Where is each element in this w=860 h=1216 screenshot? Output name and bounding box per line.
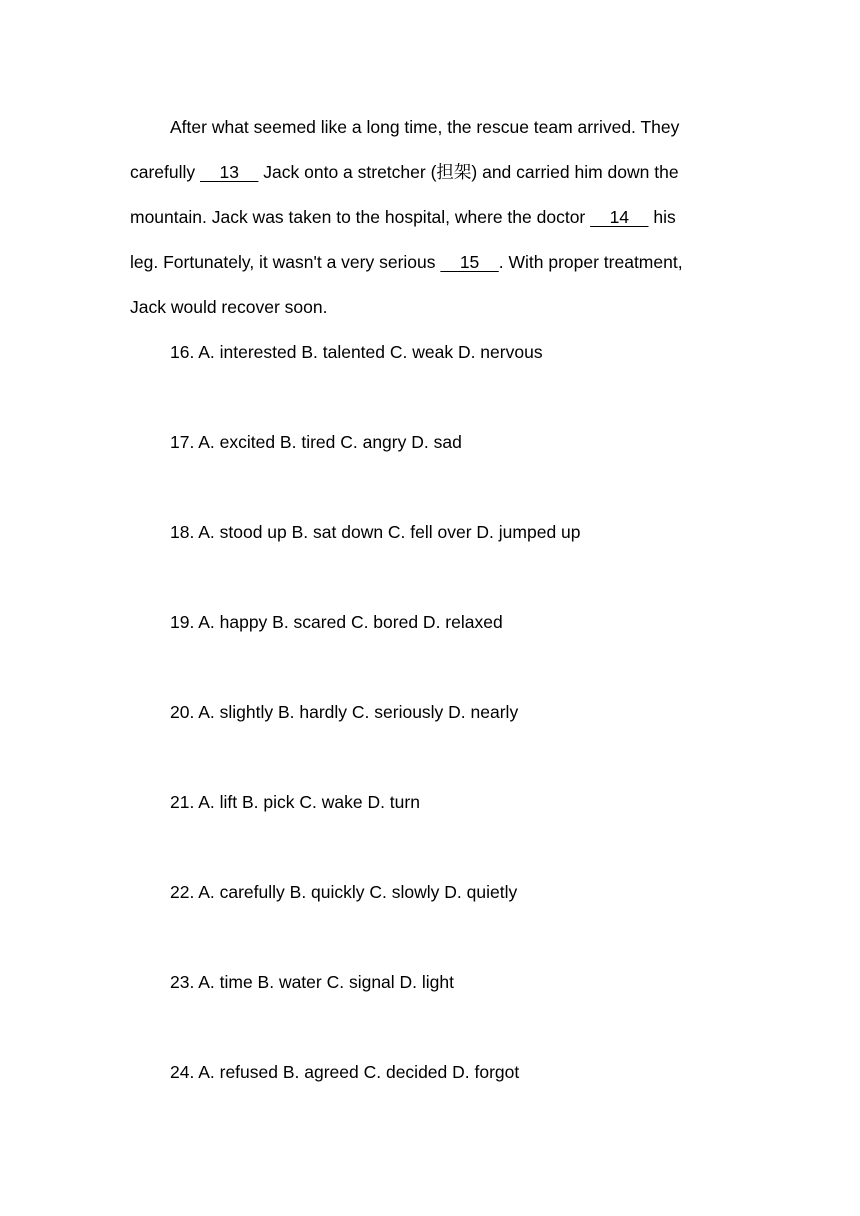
blank-15: 15 xyxy=(440,252,499,272)
question-21: 21. A. lift B. pick C. wake D. turn xyxy=(170,792,420,812)
question-16: 16. A. interested B. talented C. weak D. nervous xyxy=(170,342,543,362)
passage-line-2 xyxy=(130,155,679,189)
passage-text: After what seemed like a long time, the rescue team arrived. They xyxy=(170,117,680,137)
passage-line-1 xyxy=(170,110,679,144)
passage-text: Jack onto a stretcher (担架) and carried him down the xyxy=(258,162,679,182)
blank-14: 14 xyxy=(590,207,649,227)
passage-line-5 xyxy=(130,290,327,324)
passage-text: mountain. Jack was taken to the hospital, where the doctor xyxy=(130,207,591,227)
blank-13: 13 xyxy=(200,162,259,182)
passage-text: his xyxy=(648,207,676,227)
passage-text: leg. Fortunately, it wasn't a very serious xyxy=(130,252,441,272)
question-24: 24. A. refused B. agreed C. decided D. forgot xyxy=(170,1062,520,1082)
passage-line-4 xyxy=(130,245,683,279)
passage-text: . With proper treatment, xyxy=(498,252,683,272)
passage-text: Jack would recover soon. xyxy=(130,297,328,317)
question-19: 19. A. happy B. scared C. bored D. relaxed xyxy=(170,612,503,632)
question-23: 23. A. time B. water C. signal D. light xyxy=(170,972,455,992)
question-20: 20. A. slightly B. hardly C. seriously D. nearly xyxy=(170,702,519,722)
passage-text: carefully xyxy=(130,162,201,182)
question-17: 17. A. excited B. tired C. angry D. sad xyxy=(170,432,462,452)
question-18: 18. A. stood up B. sat down C. fell over D. jumped up xyxy=(170,522,581,542)
passage-line-3 xyxy=(130,200,676,234)
question-22: 22. A. carefully B. quickly C. slowly D. quietly xyxy=(170,882,518,902)
